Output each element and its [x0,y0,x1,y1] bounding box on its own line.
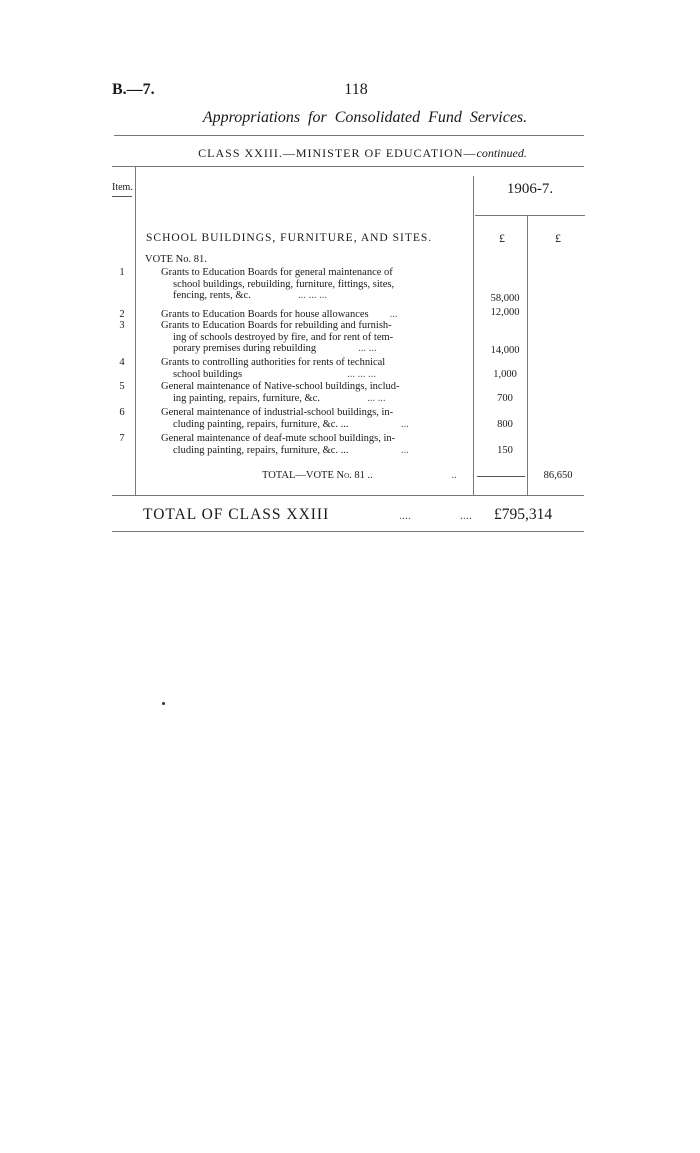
item-number: 2 [119,309,125,320]
leader-dots: ... ... [367,392,386,404]
class-heading-continued: continued. [476,146,527,160]
item-number: 3 [119,320,125,331]
item-line: school buildings, rebuilding, furniture, fittings, sites, [173,278,395,290]
item-line: Grants to Education Boards for rebuilding and furnish- [161,320,392,331]
class-total-label: TOTAL OF CLASS XXIII [143,506,330,523]
item-column-rule [135,166,136,496]
leader-dots: ... ... ... [347,368,377,380]
class-heading [110,146,615,161]
item-line-text: school buildings [173,368,243,380]
item-line: General maintenance of industrial-school buildings, in- [161,407,394,418]
page-number: 118 [344,81,368,98]
item-amount: 150 [497,445,513,456]
leader-dots: .. [451,470,457,481]
subtotal-rule [477,476,525,477]
class-rule [112,166,584,167]
item-amount: 58,000 [490,293,520,304]
year-header-rule [475,215,585,216]
vote-label: VOTE No. 81. [145,254,207,265]
table-bottom-rule [112,495,584,496]
leader-dots: ... ... [358,343,377,355]
item-line: Grants to controlling authorities for rents of technical [161,357,386,368]
vote-total-amount: 86,650 [543,470,573,481]
currency-symbol-total: £ [555,231,561,245]
class-heading-text: CLASS XXIII.—MINISTER OF EDUCATION— [198,146,477,160]
leader-dots: ... [389,309,398,320]
item-amount: 700 [497,393,513,404]
leader-dots: .... [460,508,472,522]
item-line: General maintenance of Native-school buildings, includ- [161,381,400,392]
item-line-text: porary premises during rebuilding [173,343,317,355]
item-line-text: Grants to Education Boards for house allowances [161,309,369,320]
vote-total-label [262,470,457,481]
class-total-amount: £795,314 [494,506,553,523]
item-number: 4 [119,357,125,368]
leader-dots: ... ... ... [298,290,327,302]
item-number: 5 [119,381,125,392]
item-line-text: ing painting, repairs, furniture, &c. [173,392,320,404]
item-number: 7 [119,433,125,444]
page-subtitle: Appropriations for Consolidated Fund Services. [202,109,528,126]
item-header-underline [112,196,132,197]
item-column-header: Item. [112,182,133,193]
vote-total-text: TOTAL—VOTE No. 81 .. [262,470,373,481]
item-amount: 14,000 [490,345,520,356]
item-number: 6 [119,407,125,418]
item-number: 1 [119,267,125,278]
year-header: 1906-7. [506,181,554,197]
section-title: SCHOOL BUILDINGS, FURNITURE, AND SITES. [146,232,433,244]
item-line: ing of schools destroyed by fire, and for rent of tem- [173,331,394,343]
item-line-text: cluding painting, repairs, furniture, &c. ... [173,418,349,430]
currency-symbol-items: £ [499,231,505,245]
item-amount: 1,000 [493,369,517,380]
item-line-text: cluding painting, repairs, furniture, &c. ... [173,444,349,456]
item-line-text: fencing, rents, &c. [173,290,251,302]
item-amount: 800 [497,419,513,430]
top-rule [114,135,584,136]
class-total-rule [112,531,584,532]
leader-dots: ... [401,418,409,430]
item-line: Grants to Education Boards for general maintenance of [161,267,393,278]
leader-dots: .... [399,508,411,522]
leader-dots: ... [401,444,409,456]
item-line: General maintenance of deaf-mute school buildings, in- [161,433,396,444]
item-amount: 12,000 [490,307,520,318]
document-reference: B.—7. [112,81,155,98]
stray-mark [162,702,165,705]
